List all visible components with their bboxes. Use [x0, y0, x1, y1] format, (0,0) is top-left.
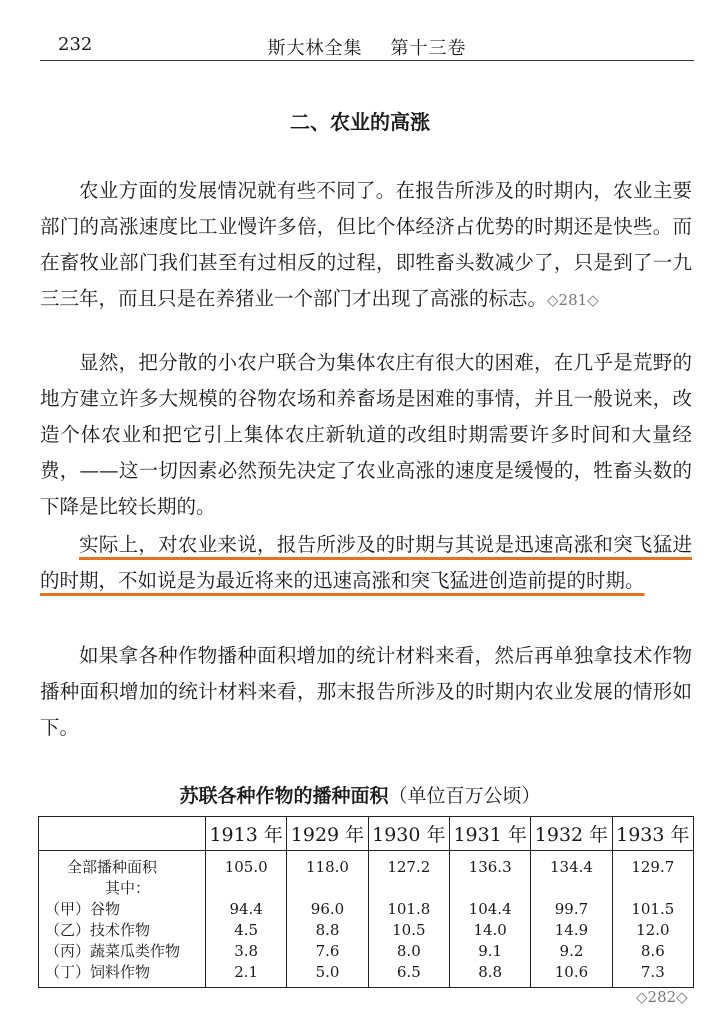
year-column-1931 — [449, 851, 530, 988]
page-marker-281: ◇281◇ — [547, 291, 599, 309]
value-cell: 10.6 — [554, 963, 589, 981]
table-caption-unit: （单位百万公顷） — [388, 785, 541, 807]
running-header — [40, 28, 694, 61]
value-cell: 129.7 — [631, 858, 675, 876]
value-cell: 118.0 — [306, 858, 349, 876]
paragraph-4 — [40, 638, 692, 746]
value-cell: 105.0 — [224, 858, 268, 876]
paragraph-2 — [40, 345, 692, 525]
value-cell: 14.9 — [554, 921, 589, 939]
value-cell: 127.2 — [387, 858, 431, 876]
volume-label: 第十三卷 — [390, 38, 467, 59]
value-cell: 101.8 — [387, 900, 431, 918]
value-cell: 96.0 — [310, 900, 345, 918]
value-cell: 101.5 — [631, 900, 675, 918]
row-label-technical: （乙）技术作物 — [45, 921, 151, 939]
running-title — [40, 34, 694, 60]
value-cell: 14.0 — [473, 921, 507, 939]
row-label-vegetable: （丙）蔬菜瓜类作物 — [45, 942, 181, 960]
table-caption — [0, 781, 720, 808]
row-labels-column — [39, 851, 206, 988]
value-cell: 5.0 — [315, 963, 340, 981]
table-caption-main: 苏联各种作物的播种面积 — [179, 785, 389, 807]
value-cell: 3.8 — [234, 942, 259, 960]
year-column-1929 — [287, 851, 368, 988]
year-header: 1932 年 — [531, 817, 612, 851]
paragraph-1 — [40, 173, 692, 318]
year-header: 1913 年 — [206, 817, 287, 851]
value-cell: 12.0 — [636, 921, 670, 939]
table-header-row — [39, 817, 694, 851]
value-cell: 8.6 — [640, 942, 665, 960]
value-cell: 134.4 — [550, 858, 593, 876]
row-label-grain: （甲）谷物 — [45, 900, 121, 918]
value-cell: 9.1 — [478, 942, 503, 960]
value-cell: 7.6 — [315, 942, 340, 960]
row-label-of-which: 其中： — [105, 879, 151, 897]
highlight-underline: 实际上，对农业来说，报告所涉及的时期与其说是迅速高涨和突飞猛进的时期，不如说是为最近将来的迅速高涨和突飞猛进创造前提的时期。 — [40, 533, 692, 592]
year-column-1932 — [531, 851, 612, 988]
year-column-1913 — [206, 851, 287, 988]
page-number: 232 — [58, 34, 93, 55]
table-header-blank — [39, 817, 206, 851]
page-marker-282: ◇282◇ — [636, 988, 688, 1006]
value-cell: 6.5 — [396, 963, 421, 981]
value-cell: 8.8 — [315, 921, 340, 939]
year-header: 1933 年 — [612, 817, 693, 851]
value-cell: 99.7 — [554, 900, 589, 918]
value-cell: 8.8 — [478, 963, 503, 981]
paragraph-4-text: 如果拿各种作物播种面积增加的统计材料来看，然后再单独拿技术作物播种面积增加的统计材料来看，那末报告所涉及的时期内农业发展的情形如下。 — [40, 644, 692, 739]
value-cell: 7.3 — [640, 963, 665, 981]
paragraph-2-text: 显然，把分散的小农户联合为集体农庄有很大的困难，在几乎是荒野的地方建立许多大规模的谷物农场和养畜场是困难的事情，并且一般说来，改造个体农业和把它引上集体农庄新轨道的改组时期需要许多时间和大量经费，——这一切因素必然预先决定了农业高涨的速度是缓慢的，牲畜头数的下降是比较长期的。 — [40, 351, 692, 518]
sown-area-table — [38, 816, 694, 988]
paragraph-3-highlighted — [40, 527, 692, 599]
table-body-row — [39, 851, 694, 988]
value-cell: 104.4 — [468, 900, 512, 918]
year-header: 1930 年 — [368, 817, 449, 851]
year-column-1933 — [612, 851, 693, 988]
value-cell: 136.3 — [468, 858, 512, 876]
book-title: 斯大林全集 — [267, 38, 363, 59]
paragraph-1-text: 农业方面的发展情况就有些不同了。在报告所涉及的时期内，农业主要部门的高涨速度比工业慢许多倍，但比个体经济占优势的时期还是快些。而在畜牧业部门我们甚至有过相反的过程，即牲畜头数减少了，只是到了一九三三年，而且只是在养猪业一个部门才出现了高涨的标志。 — [40, 179, 692, 310]
year-header: 1931 年 — [449, 817, 530, 851]
row-label-fodder: （丁）饲料作物 — [45, 963, 151, 981]
value-cell: 8.0 — [396, 942, 421, 960]
year-column-1930 — [368, 851, 449, 988]
row-label-total: 全部播种面积 — [67, 858, 158, 876]
value-cell: 4.5 — [234, 921, 259, 939]
value-cell: 9.2 — [559, 942, 584, 960]
section-title: 二、农业的高涨 — [290, 110, 430, 134]
value-cell: 94.4 — [229, 900, 263, 918]
value-cell: 2.1 — [234, 963, 259, 981]
value-cell: 10.5 — [392, 921, 426, 939]
year-header: 1929 年 — [287, 817, 368, 851]
